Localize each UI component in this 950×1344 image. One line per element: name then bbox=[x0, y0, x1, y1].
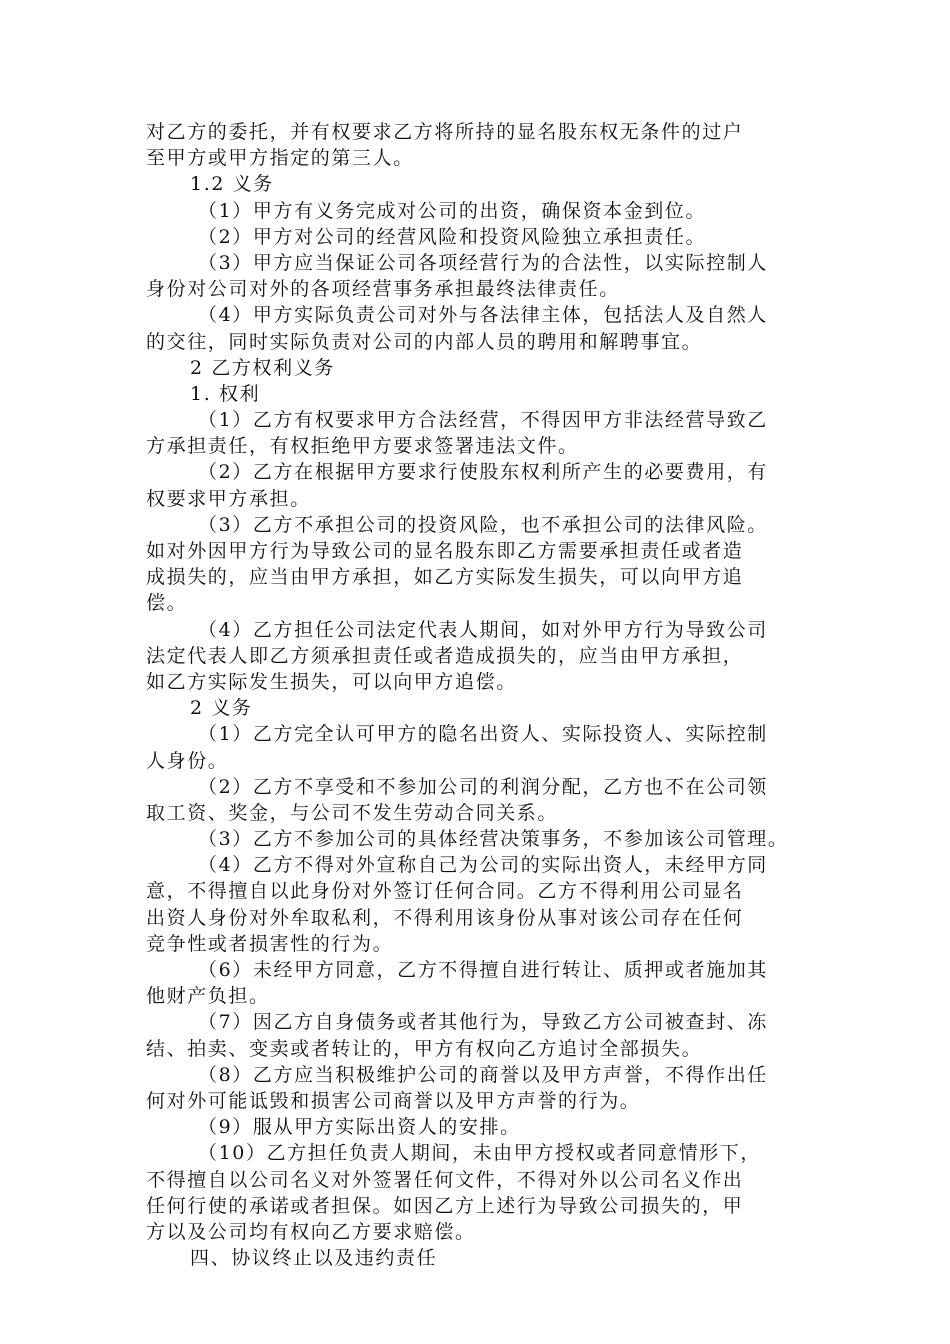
document-line: （10）乙方担任负责人期间，未由甲方授权或者同意情形下， bbox=[198, 1142, 761, 1165]
document-line: （3）甲方应当保证公司各项经营行为的合法性，以实际控制人 bbox=[198, 251, 768, 274]
document-line: 2 乙方权利义务 bbox=[190, 356, 335, 379]
document-line: 何对外可能诋毁和损害公司商誉以及甲方声誉的行为。 bbox=[146, 1089, 641, 1112]
document-line: （4）乙方不得对外宣称自己为公司的实际出资人，未经甲方同 bbox=[198, 854, 768, 877]
document-line: （9）服从甲方实际出资人的安排。 bbox=[198, 1116, 521, 1139]
document-line: 成损失的，应当由甲方承担，如乙方实际发生损失，可以向甲方追 bbox=[146, 566, 744, 589]
document-line: 结、拍卖、变卖或者转让的，甲方有权向乙方追讨全部损失。 bbox=[146, 1037, 703, 1060]
document-body bbox=[146, 119, 810, 1271]
document-line: 1.2 义务 bbox=[190, 173, 274, 196]
document-line: 偿。 bbox=[146, 592, 188, 615]
document-line: （3）乙方不承担公司的投资风险，也不承担公司的法律风险。 bbox=[198, 513, 768, 536]
document-line: 2 义务 bbox=[190, 697, 253, 720]
document-line: （1）乙方有权要求甲方合法经营，不得因甲方非法经营导致乙 bbox=[198, 409, 768, 432]
document-line: 任何行使的承诺或者担保。如因乙方上述行为导致公司损失的，甲 bbox=[146, 1194, 744, 1217]
document-line: 对乙方的委托，并有权要求乙方将所持的显名股东权无条件的过户 bbox=[146, 121, 744, 143]
document-line: 方以及公司均有权向乙方要求赔偿。 bbox=[146, 1220, 476, 1243]
document-line: 取工资、奖金，与公司不发生劳动合同关系。 bbox=[146, 801, 559, 824]
document-line: 如乙方实际发生损失，可以向甲方追偿。 bbox=[146, 670, 517, 693]
document-line: （2）乙方不享受和不参加公司的利润分配，乙方也不在公司领 bbox=[198, 775, 768, 798]
document-line: （3）乙方不参加公司的具体经营决策事务，不参加该公司管理。 bbox=[198, 828, 789, 851]
document-line: 他财产负担。 bbox=[146, 985, 270, 1008]
document-line: 的交往，同时实际负责对公司的内部人员的聘用和解聘事宜。 bbox=[146, 330, 703, 353]
document-line: （4）乙方担任公司法定代表人期间，如对外甲方行为导致公司 bbox=[198, 618, 768, 641]
document-line: 方承担责任，有权拒绝甲方要求签署违法文件。 bbox=[146, 435, 579, 458]
document-line: 权要求甲方承担。 bbox=[146, 487, 311, 510]
document-line: 竞争性或者损害性的行为。 bbox=[146, 932, 394, 955]
document-line: 身份对公司对外的各项经营事务承担最终法律责任。 bbox=[146, 278, 620, 301]
document-line: 1. 权利 bbox=[190, 382, 261, 405]
document-line: （1）甲方有义务完成对公司的出资，确保资本金到位。 bbox=[198, 199, 707, 222]
document-line: 不得擅自以公司名义对外签署任何文件，不得对外以公司名义作出 bbox=[146, 1168, 744, 1191]
document-line: （8）乙方应当积极维护公司的商誉以及甲方声誉，不得作出任 bbox=[198, 1063, 768, 1086]
document-line: 四、协议终止以及违约责任 bbox=[190, 1247, 438, 1270]
document-line: 出资人身份对外牟取私利，不得利用该身份从事对该公司存在任何 bbox=[146, 906, 744, 929]
document-line: （2）乙方在根据甲方要求行使股东权利所产生的必要费用，有 bbox=[198, 461, 768, 484]
document-line: 人身份。 bbox=[146, 749, 229, 772]
document-line: （2）甲方对公司的经营风险和投资风险独立承担责任。 bbox=[198, 225, 707, 248]
document-line: （6）未经甲方同意，乙方不得擅自进行转让、质押或者施加其 bbox=[198, 959, 768, 981]
document-line: 如对外因甲方行为导致公司的显名股东即乙方需要承担责任或者造 bbox=[146, 540, 744, 562]
document-line: （7）因乙方自身债务或者其他行为，导致乙方公司被查封、冻 bbox=[198, 1011, 768, 1034]
document-line: （4）甲方实际负责公司对外与各法律主体，包括法人及自然人 bbox=[198, 304, 768, 327]
document-line: （1）乙方完全认可甲方的隐名出资人、实际投资人、实际控制 bbox=[198, 723, 768, 746]
document-line: 法定代表人即乙方须承担责任或者造成损失的，应当由甲方承担， bbox=[146, 644, 744, 667]
document-line: 至甲方或甲方指定的第三人。 bbox=[146, 147, 414, 170]
document-line: 意，不得擅自以此身份对外签订任何合同。乙方不得利用公司显名 bbox=[146, 880, 744, 903]
